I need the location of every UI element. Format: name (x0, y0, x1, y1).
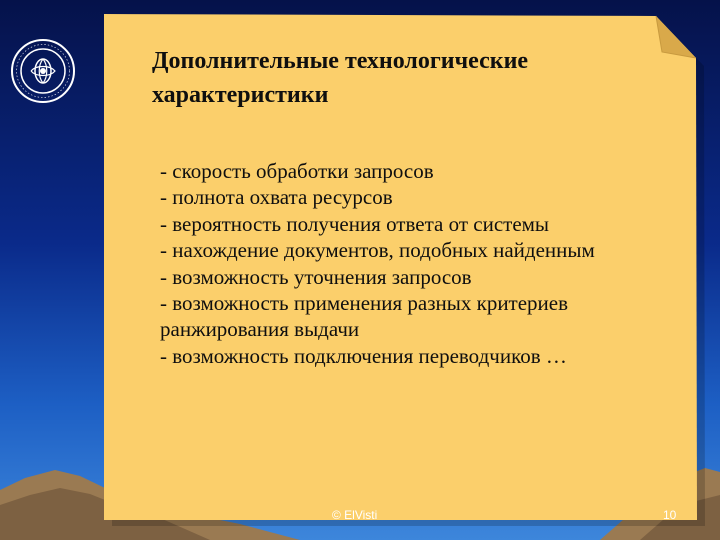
slide-title: Дополнительные технологические характеристики (152, 48, 529, 108)
list-item: - нахождение документов, подобных найденным (160, 238, 595, 263)
list-item: - полнота охвата ресурсов (160, 185, 393, 210)
list-item: - возможность применения разных критериев ранжирования выдачи (160, 291, 569, 342)
copyright-text: © ElVisti (332, 508, 378, 522)
page-number: 10 (663, 508, 677, 522)
list-item: - вероятность получения ответа от системы (160, 211, 550, 236)
list-item: - возможность уточнения запросов (160, 264, 472, 289)
characteristics-list (160, 158, 650, 369)
list-item: - возможность подключения переводчиков … (160, 343, 567, 368)
list-item: - скорость обработки запросов (160, 159, 434, 183)
